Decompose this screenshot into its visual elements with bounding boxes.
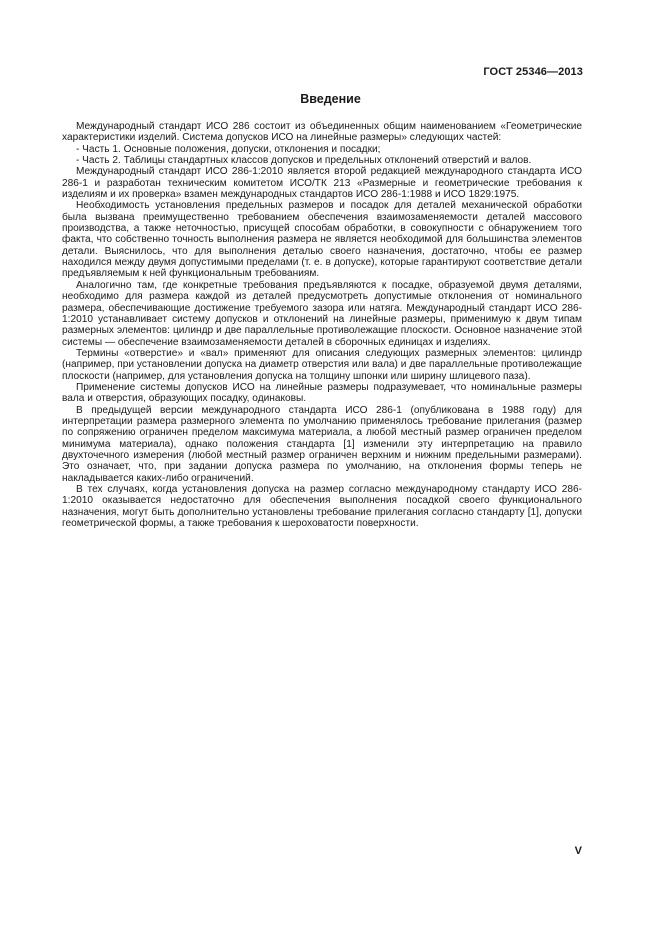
page-number: V [574, 845, 582, 857]
paragraph-intro: Международный стандарт ИСО 286 состоит из объединенных общим наименованием «Геометрические характеристики изделий. Система допусков ИСО на линейные размеры» следующих частей: [62, 121, 582, 144]
list-item-part-2: - Часть 2. Таблицы стандартных классов допусков и предельных отклонений отверстий и валов. [76, 155, 532, 167]
paragraph-additional-requirements: В тех случаях, когда установления допуска на размер согласно международному стандарту ИСО 286-1:2010 оказывается недостаточно для обеспечения выполнения посадкой своего функционального назначения, могут быть дополнительно установлены требование прилегания согласно стандарту [1], допуски геометрической формы, а также требования к шероховатости поверхности. [62, 484, 582, 530]
paragraph-previous-version: В предыдущей версии международного стандарта ИСО 286-1 (опубликована в 1988 году) для интерпретации размера размерного элемента по умолчанию применялось требование прилегания (размер по сопряжению ограничен пределом максимума материала, а любой местный размер ограничен пределом минимума материала), однако положения стандарта [1] изменили эту интерпретацию на правило двухточечного измерения (любой местный размер ограничен верхним и нижним предельными размерами). Это означает, что, при задании допуска размера по умолчанию, на отклонения формы теперь не накладывается каких-либо ограничений. [62, 404, 582, 484]
list-item-part-1: - Часть 1. Основные положения, допуски, отклонения и посадки; [76, 143, 381, 155]
paragraph-necessity: Необходимость установления предельных размеров и посадок для деталей механической обработки была вызвана преимущественно требованием обеспечения взаимозаменяемости деталей массового производства, а также неточностью, присущей способам обработки, в совокупности с обнаружением того факта, что собственно точность выполнения размера не является необходимой для большинства элементов детали. Выяснилось, что для выполнения деталью своего назначения, достаточно, чтобы ее размер находился между двумя допустимыми пределами (т. е. в допуске), которые гарантируют соответствие детали предъявляемым к ней функциональным требованиям. [62, 200, 582, 280]
paragraph-application: Применение системы допусков ИСО на линейные размеры подразумевает, что номинальные размеры вала и отверстия, образующих посадку, одинаковы. [62, 381, 582, 405]
body-text [62, 121, 582, 529]
section-title: Введение [300, 92, 361, 106]
paragraph-terms: Термины «отверстие» и «вал» применяют для описания следующих размерных элементов: цилиндр (например, при установлении допуска на диаметр отверстия или вала) и две параллельные противолежащие плоскости (например, для установления допуска на толщину шпонки или ширину шлицевого паза). [62, 347, 582, 382]
standard-code-header: ГОСТ 25346—2013 [483, 66, 583, 78]
paragraph-edition: Международный стандарт ИСО 286-1:2010 является второй редакцией международного стандарта ИСО 286-1 и разработан техническим комитетом ИСО/ТК 213 «Размерные и геометрические требования к изделиям и их проверка» взамен международных стандартов ИСО 286-1:1988 и ИСО 1829:1975. [62, 166, 582, 201]
paragraph-fits: Аналогично там, где конкретные требования предъявляются к посадке, образуемой двумя деталями, необходимо для размера каждой из деталей предусмотреть допустимые отклонения от номинального размера, обеспечивающие достижение требуемого зазора или натяга. Международный стандарт ИСО 286-1:2010 устанавливает систему допусков и отклонений на линейные размеры, применимую к двум типам размерных элементов: цилиндр и две параллельные противолежащие плоскости. Основное назначение этой системы — обеспечение взаимозаменяемости деталей в сборочных единицах и изделиях. [62, 279, 582, 348]
